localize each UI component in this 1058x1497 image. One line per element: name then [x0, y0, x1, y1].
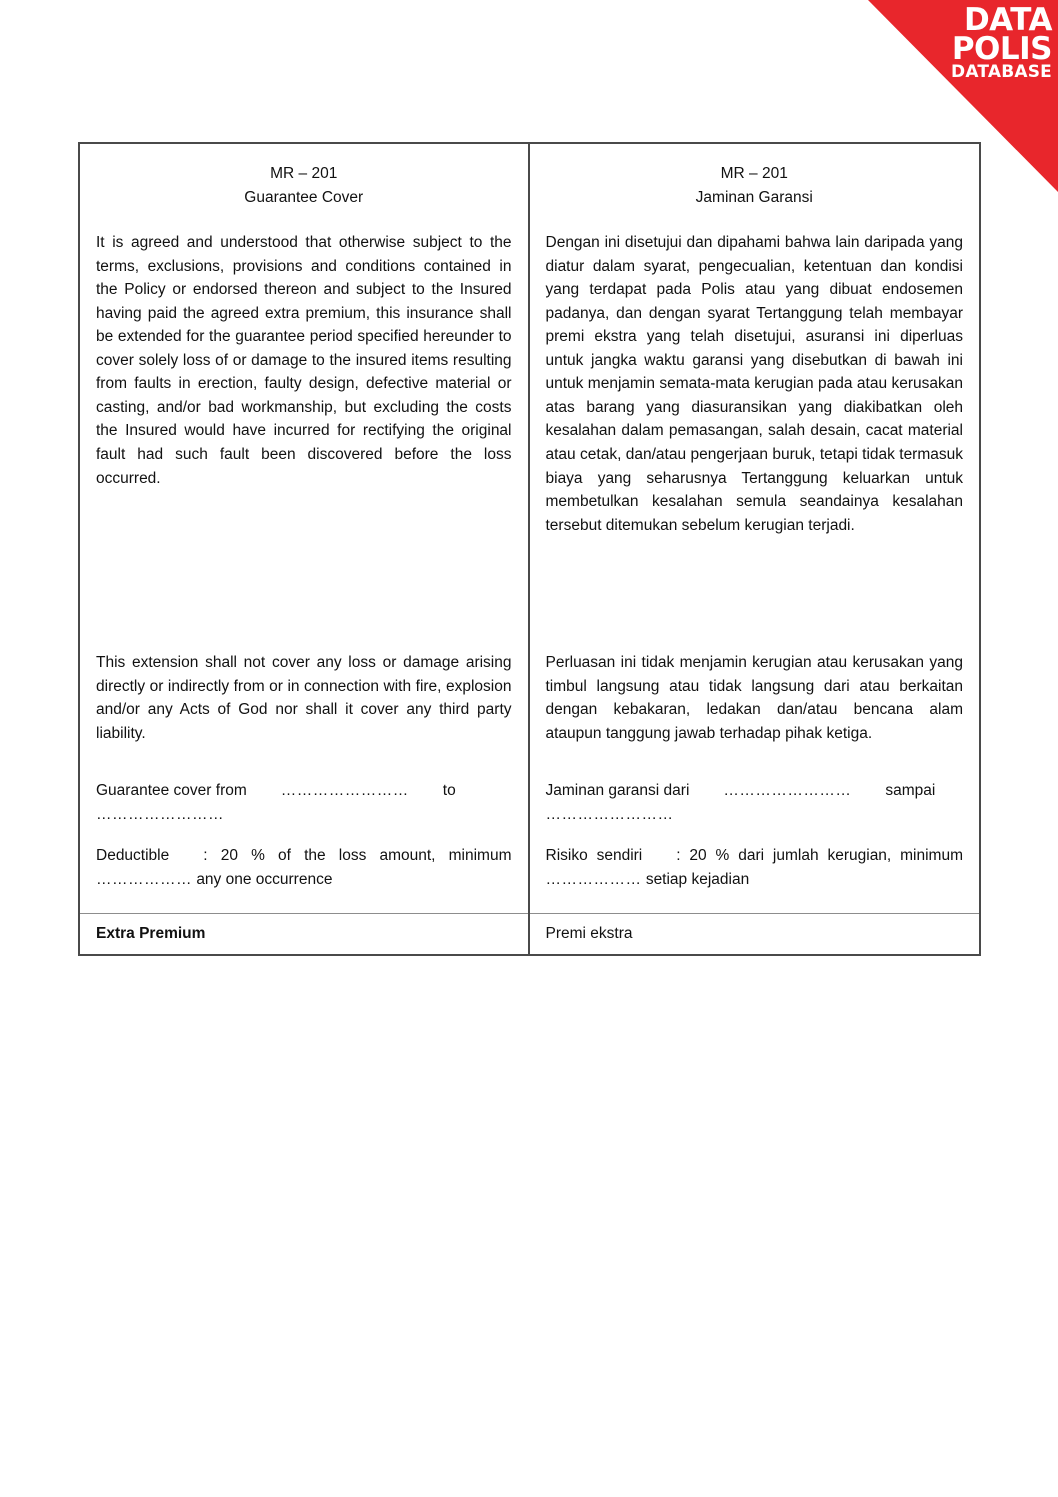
- endorsement-code: MR – 201: [270, 165, 338, 182]
- paragraph-block-primary-english: [96, 231, 512, 651]
- endorsement-code: MR – 201: [720, 165, 788, 182]
- logo-wordmark: [951, 2, 1052, 83]
- field-label-deductible: Risiko sendiri: [545, 847, 643, 865]
- field-deductible: [96, 844, 512, 891]
- field-guarantee-cover-period: [96, 779, 512, 826]
- column-heading-english: [96, 162, 512, 209]
- column-heading-indonesian: [546, 162, 964, 209]
- field-input-minimum[interactable]: ………………: [545, 870, 642, 888]
- field-label-minimum: minimum: [900, 847, 964, 865]
- footer-label-text: Extra Premium: [96, 925, 206, 943]
- paragraph-block-secondary-english: [96, 651, 512, 779]
- field-input-cover-to[interactable]: ……………………: [96, 805, 224, 823]
- paragraph-block-secondary-indonesian: [546, 651, 964, 779]
- field-suffix-occurrence: setiap kejadian: [645, 870, 750, 888]
- field-suffix-occurrence: any one occurrence: [196, 870, 333, 888]
- clause-paragraph-1: Dengan ini disetujui dan dipahami bahwa lain daripada yang diatur dalam syarat, pengecualian, ketentuan dan kondisi yang terdapat pada Polis atau yang dibuat endosemen padanya, dan dengan syarat Tertanggung telah membayar premi ekstra yang telah disetujui, asuransi ini diperluas untuk jangka waktu garansi yang disebutkan di bawah ini untuk menjamin semata-mata kerugian pada atau kerusakan atas barang yang diasuransikan yang diakibatkan oleh kesalahan dalam pemasangan, salah desain, cacat material atau cetak, dan/atau pengerjaan buruk, tetapi tidak termasuk biaya yang seharusnya Tertanggung keluarkan untuk membetulkan kesalahan semula seandainya kesalahan tersebut ditemukan sebelum kerugian terjadi.: [545, 234, 963, 534]
- endorsement-column-indonesian: [530, 144, 980, 954]
- clause-paragraph-2: Perluasan ini tidak menjamin kerugian atau kerusakan yang timbul langsung atau tidak langsung dari atau berkaitan dengan kebakaran, ledakan dan/atau bencana alam ataupun tanggung jawab terhadap pihak ketiga.: [545, 654, 963, 742]
- paragraph-block-primary-indonesian: [546, 231, 964, 651]
- logo-line-polis: POLIS: [951, 30, 1052, 67]
- clause-paragraph-1: It is agreed and understood that otherwise subject to the terms, exclusions, provisions and conditions contained in the Policy or endorsed thereon and subject to the Insured having paid the agreed extra premium, this insurance shall be extended for the guarantee period specified hereunder to cover solely loss of or damage to the insured items resulting from faults in erection, faulty design, defective material or casting, and/or bad workmanship, but excluding the costs the Insured would have incurred for rectifying the original fault had such fault been discovered before the loss occurred.: [96, 234, 512, 487]
- field-deductible: [546, 844, 964, 891]
- field-input-cover-from[interactable]: ……………………: [723, 782, 852, 800]
- field-value-deductible: : 20 % of the loss amount,: [203, 847, 436, 865]
- field-guarantee-cover-period: [546, 779, 964, 826]
- endorsement-column-english: [80, 144, 530, 954]
- field-input-cover-to[interactable]: ……………………: [545, 805, 674, 823]
- logo-line-data: DATA: [963, 2, 1052, 38]
- field-joiner-to: sampai: [885, 782, 936, 800]
- field-joiner-to: to: [442, 782, 456, 800]
- clause-paragraph-2: This extension shall not cover any loss or damage arising directly or indirectly from or in connection with fire, explosion and/or any Acts of God nor shall it cover any third party liability.: [96, 654, 512, 742]
- field-label-minimum: minimum: [448, 847, 512, 865]
- endorsement-title: Guarantee Cover: [244, 188, 364, 206]
- field-value-deductible: : 20 % dari jumlah kerugian,: [676, 847, 892, 865]
- field-input-cover-from[interactable]: ……………………: [280, 782, 409, 800]
- endorsement-title: Jaminan Garansi: [695, 188, 813, 206]
- field-label-cover-from: Guarantee cover from: [96, 782, 247, 800]
- field-label-cover-from: Jaminan garansi dari: [545, 782, 690, 800]
- footer-extra-premium-indonesian: [530, 913, 980, 954]
- endorsement-table: [78, 142, 981, 956]
- footer-label-text: Premi ekstra: [545, 925, 633, 943]
- field-input-minimum[interactable]: ………………: [96, 870, 192, 888]
- field-label-deductible: Deductible: [96, 847, 170, 865]
- footer-extra-premium-english: [80, 913, 528, 954]
- logo-line-database: DATABASE: [951, 62, 1052, 83]
